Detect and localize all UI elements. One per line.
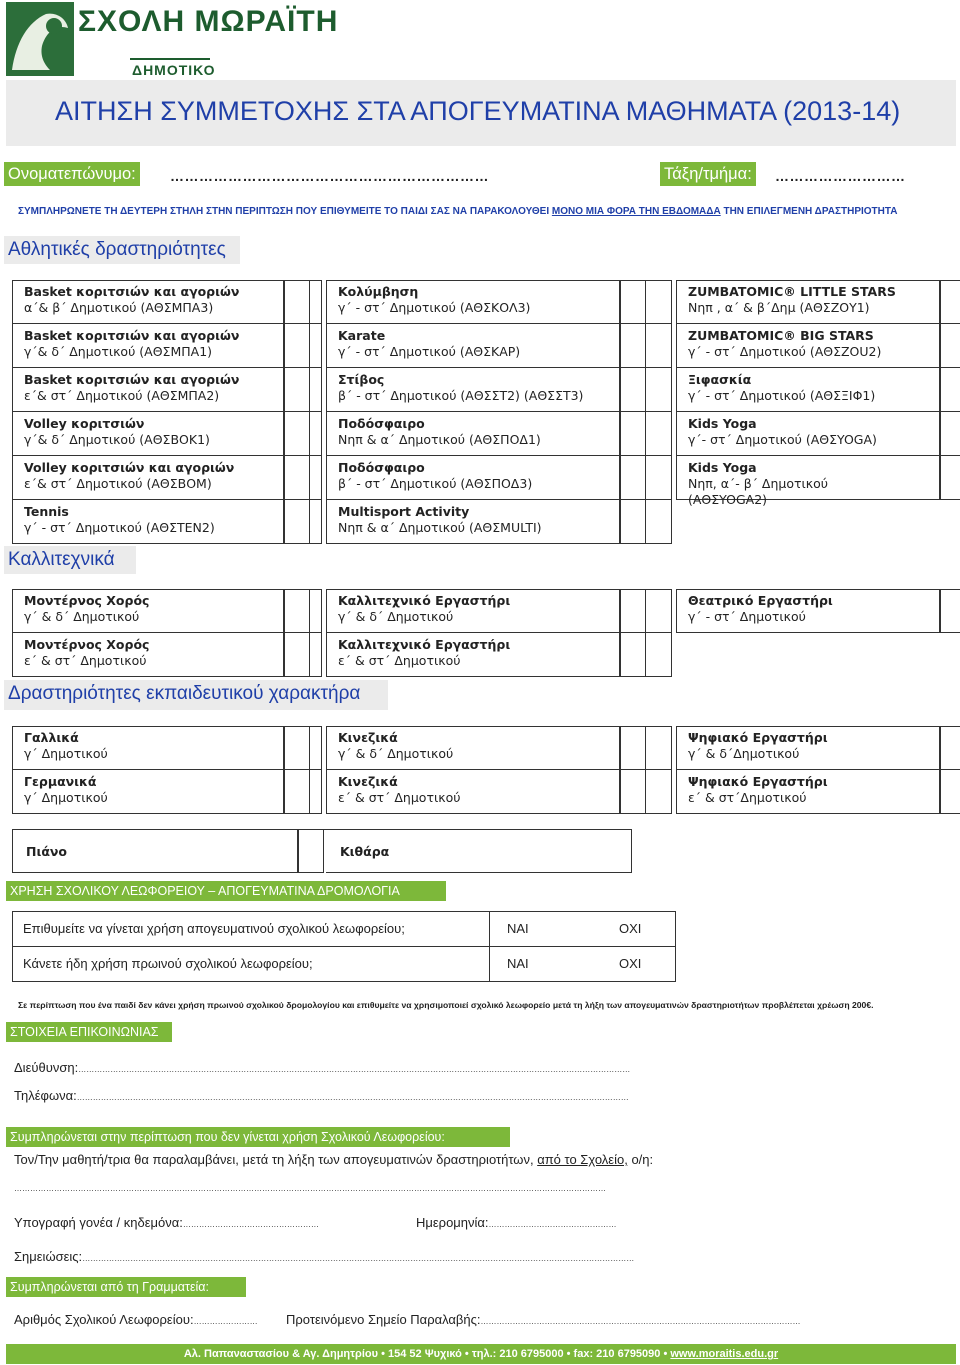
- activity-text: [688, 328, 881, 360]
- activity-checkbox[interactable]: [284, 280, 310, 324]
- bus-divider: [489, 947, 490, 981]
- phone-line: [14, 1088, 920, 1103]
- activity-name: Basket κοριτσιών και αγοριών: [24, 372, 240, 387]
- activity-text: [24, 328, 239, 360]
- activity-checkbox[interactable]: [310, 633, 322, 677]
- activity-detail: γ΄ - στ΄ Δημοτικού: [688, 609, 806, 624]
- activity-checkbox[interactable]: [940, 770, 960, 814]
- activity-name: Kids Yoga: [688, 460, 757, 475]
- activity-checkbox[interactable]: [646, 726, 672, 770]
- activity-text: [24, 637, 149, 669]
- footer-address: Αλ. Παπαναστασίου & Αγ. Δημητρίου • 154 52 Ψυχικό • τηλ.: 210 6795000 • fax: 210 6795090 •: [183, 1348, 671, 1360]
- activity-text: [338, 372, 583, 404]
- activity-checkbox[interactable]: [646, 633, 672, 677]
- activity-detail: α΄& β΄ Δημοτικού (ΑΘΣΜΠΑ3): [24, 300, 214, 315]
- activity-checkbox[interactable]: [620, 280, 646, 324]
- activity-text: [24, 730, 108, 762]
- activity-text: [338, 328, 520, 360]
- pickup-text-b: ο/η:: [627, 1152, 654, 1167]
- activity-checkbox[interactable]: [646, 412, 672, 456]
- bus-question-1-row: [12, 911, 676, 947]
- bus-q1-yes[interactable]: ΝΑΙ: [507, 921, 529, 936]
- activity-name: Γερμανικά: [24, 774, 97, 789]
- piano-label: Πιάνο: [26, 844, 68, 859]
- pickup-stop-field[interactable]: …………………………………………………………………………………………………………: [480, 1317, 801, 1326]
- activity-name: Ποδόσφαιρο: [338, 416, 425, 431]
- activity-text: [338, 460, 532, 492]
- bus-q1-no[interactable]: ΟΧΙ: [619, 921, 642, 936]
- activity-detail: γ΄ & δ΄ Δημοτικού: [338, 746, 454, 761]
- activity-text: [338, 774, 460, 806]
- activity-detail: γ΄ - στ΄ Δημοτικού (ΑΘΣΞΙΦ1): [688, 388, 876, 403]
- activity-name: Karate: [338, 328, 386, 343]
- activity-checkbox[interactable]: [620, 500, 646, 544]
- activity-checkbox[interactable]: [940, 368, 960, 412]
- signature-label: Υπογραφή γονέα / κηδεμόνα:: [14, 1215, 183, 1230]
- logo-divider: [130, 58, 210, 60]
- activity-checkbox[interactable]: [284, 726, 310, 770]
- page-title: ΑΙΤΗΣΗ ΣΥΜΜΕΤΟΧΗΣ ΣΤΑ ΑΠΟΓΕΥΜΑΤΙΝΑ ΜΑΘΗΜΑΤΑ (2013-14): [55, 96, 901, 126]
- activity-detail: β΄ - στ΄ Δημοτικού (ΑΘΣΠΟΔ3): [338, 476, 533, 491]
- activity-detail: Νηπ & α΄ Δημοτικού (ΑΘΣΠΟΔ1): [338, 432, 541, 447]
- activity-checkbox[interactable]: [284, 456, 310, 500]
- activity-checkbox[interactable]: [310, 280, 322, 324]
- activity-checkbox[interactable]: [646, 324, 672, 368]
- logo-title: ΣΧΟΛΗ ΜΩΡΑΪΤΗ: [78, 5, 339, 38]
- bus-q2-no[interactable]: ΟΧΙ: [619, 956, 642, 971]
- activity-checkbox[interactable]: [646, 368, 672, 412]
- bus-heading: ΧΡΗΣΗ ΣΧΟΛΙΚΟΥ ΛΕΩΦΟΡΕΙΟΥ – ΑΠΟΓΕΥΜΑΤΙΝΑ ΔΡΟΜΟΛΟΓΙΑ: [6, 881, 446, 901]
- address-line: [14, 1060, 920, 1075]
- name-field[interactable]: …………………………………………………………: [170, 168, 489, 184]
- date-line: [416, 1215, 617, 1230]
- activity-text: [24, 504, 215, 536]
- activity-detail: γ΄ - στ΄ Δημοτικού (ΑΘΣΚΑΡ): [338, 344, 521, 359]
- activity-name: Θεατρικό Εργαστήρι: [688, 593, 833, 608]
- bus-divider: [489, 912, 490, 946]
- activity-name: Στίβος: [338, 372, 385, 387]
- secretariat-heading: Συμπληρώνεται από τη Γραμματεία:: [6, 1277, 246, 1297]
- activity-name: Kids Yoga: [688, 416, 757, 431]
- pickup-heading: Συμπληρώνεται στην περίπτωση που δεν γίνεται χρήση Σχολικού Λεωφορείου:: [6, 1127, 510, 1147]
- activity-detail: γ΄ Δημοτικού: [24, 790, 108, 805]
- footer-website-link[interactable]: www.moraitis.edu.gr: [670, 1348, 779, 1360]
- activity-text: [688, 372, 875, 404]
- activity-checkbox[interactable]: [620, 726, 646, 770]
- activity-text: [338, 593, 510, 625]
- notes-line: [14, 1249, 920, 1264]
- activity-checkbox[interactable]: [646, 456, 672, 500]
- footer: [6, 1344, 956, 1364]
- activity-detail: β΄ - στ΄ Δημοτικού (ΑΘΣΣΤ2) (ΑΘΣΣΤ3): [338, 388, 584, 403]
- activity-detail: γ΄& δ΄ Δημοτικού (ΑΘΣΒΟΚ1): [24, 432, 210, 447]
- notes-label: Σημειώσεις:: [14, 1249, 83, 1264]
- bus-question-2: Κάνετε ήδη χρήση πρωινού σχολικού λεωφορείου;: [23, 956, 313, 971]
- activity-name: Volley κοριτσιών: [24, 416, 145, 431]
- activity-name: Ψηφιακό Εργαστήρι: [688, 774, 828, 789]
- activity-checkbox[interactable]: [620, 456, 646, 500]
- class-field[interactable]: ………………………: [775, 168, 906, 184]
- activity-checkbox[interactable]: [646, 280, 672, 324]
- activity-detail-2: (ΑΘΣYOGA2): [688, 492, 768, 507]
- activity-text: [338, 504, 542, 536]
- pickup-stop-label: Προτεινόμενο Σημείο Παραλαβής:: [286, 1312, 481, 1327]
- activity-text: [338, 730, 453, 762]
- bus-number-label: Αριθμός Σχολικού Λεωφορείου:: [14, 1312, 194, 1327]
- activity-detail: γ΄ & δ΄ Δημοτικού: [338, 609, 454, 624]
- activity-checkbox[interactable]: [310, 770, 322, 814]
- bus-question-2-row: [12, 946, 676, 982]
- activity-checkbox[interactable]: [620, 412, 646, 456]
- activity-name: Volley κοριτσιών και αγοριών: [24, 460, 235, 475]
- activity-detail: γ΄ - στ΄ Δημοτικού (ΑΘΣΚΟΛ3): [338, 300, 531, 315]
- pickup-text: [14, 1152, 653, 1167]
- instructions-text-1: ΣΥΜΠΛΗΡΩΝΕΤΕ ΤΗ ΔΕΥΤΕΡΗ ΣΤΗΛΗ ΣΤΗΝ ΠΕΡΙΠΤΩΣΗ ΠΟΥ ΕΠΙΘΥΜΕΙΤΕ ΤΟ ΠΑΙΔΙ ΣΑΣ ΝΑ ΠΑΡΑΚΟΛΟΥΘΕΙ: [18, 206, 552, 217]
- activity-checkbox[interactable]: [940, 456, 960, 500]
- activity-detail: Νηπ, α΄- β΄ Δημοτικού: [688, 476, 828, 491]
- activity-detail: ε΄& στ΄ Δημοτικού (ΑΘΣΒΟΜ): [24, 476, 212, 491]
- activity-checkbox[interactable]: [940, 589, 960, 633]
- activity-text: [24, 284, 239, 316]
- activity-text: [338, 284, 530, 316]
- section-arts: Καλλιτεχνικά: [4, 546, 136, 574]
- activity-text: [24, 774, 108, 806]
- activity-detail: γ΄ - στ΄ Δημοτικού (ΑΘΣΖOU2): [688, 344, 882, 359]
- phone-field[interactable]: ………………………………………………………………………………………………………………………………………………………………………………………: [76, 1093, 629, 1102]
- activity-text: [688, 774, 828, 806]
- piano-checkbox[interactable]: [298, 829, 324, 873]
- activity-text: [688, 416, 877, 448]
- activity-detail: γ΄- στ΄ Δημοτικού (ΑΘΣYOGA): [688, 432, 877, 447]
- activity-checkbox[interactable]: [646, 589, 672, 633]
- activity-detail: γ΄& δ΄ Δημοτικού (ΑΘΣΜΠΑ1): [24, 344, 213, 359]
- activity-detail: ε΄ & στ΄ Δημοτικού: [24, 653, 147, 668]
- signature-line: [14, 1215, 319, 1230]
- activity-detail: ε΄& στ΄ Δημοτικού (ΑΘΣΜΠΑ2): [24, 388, 220, 403]
- activity-text: [688, 730, 828, 762]
- activity-name: Basket κοριτσιών και αγοριών: [24, 284, 240, 299]
- activity-name: Κινεζικά: [338, 774, 398, 789]
- activity-checkbox[interactable]: [940, 412, 960, 456]
- activity-checkbox[interactable]: [940, 726, 960, 770]
- activity-name: Basket κοριτσιών και αγοριών: [24, 328, 240, 343]
- signature-field[interactable]: ……………………………………………: [182, 1220, 319, 1229]
- activity-name: Γαλλικά: [24, 730, 79, 745]
- activity-checkbox[interactable]: [940, 280, 960, 324]
- activity-detail: ε΄ & στ΄ Δημοτικού: [338, 790, 461, 805]
- activity-text: [24, 416, 210, 448]
- activity-text: [24, 593, 149, 625]
- activity-checkbox[interactable]: [620, 368, 646, 412]
- activity-checkbox[interactable]: [310, 589, 322, 633]
- activity-detail: γ΄ & δ΄ Δημοτικού: [24, 609, 140, 624]
- activity-checkbox[interactable]: [284, 412, 310, 456]
- instructions: [18, 206, 897, 217]
- pickup-text-a: Τον/Την μαθητή/τρια θα παραλαμβάνει, μετά τη λήξη των απογευματινών δραστηριοτήτων,: [14, 1152, 538, 1167]
- activity-name: Tennis: [24, 504, 69, 519]
- activity-text: [338, 637, 510, 669]
- activity-name: Ξιφασκία: [688, 372, 752, 387]
- bus-number-line: [14, 1312, 258, 1327]
- activity-checkbox[interactable]: [284, 324, 310, 368]
- activity-checkbox[interactable]: [284, 770, 310, 814]
- bus-note: Σε περίπτωση που ένα παιδί δεν κάνει χρήση πρωινού σχολικού δρομολογίου και επιθυμείτε να χρησιμοποιεί σχολικό λεωφορείο μετά τη λήξη των απογευματινών δραστηριοτήτων προβλέπεται χρέωση 200€.: [18, 1000, 874, 1010]
- activity-checkbox[interactable]: [284, 589, 310, 633]
- activity-checkbox[interactable]: [620, 770, 646, 814]
- guitar-label: Κιθάρα: [340, 844, 390, 859]
- pickup-text-underlined: από το Σχολείο,: [537, 1152, 628, 1167]
- section-education: Δραστηριότητες εκπαιδευτικού χαρακτήρα: [4, 680, 388, 710]
- activity-name: Καλλιτεχνικό Εργαστήρι: [338, 593, 511, 608]
- activity-checkbox[interactable]: [284, 500, 310, 544]
- activity-checkbox[interactable]: [620, 589, 646, 633]
- activity-detail: γ΄ & δ΄Δημοτικού: [688, 746, 800, 761]
- activity-name: Μοντέρνος Χορός: [24, 593, 150, 608]
- activity-name: ZUMBATOMIC® LITTLE STARS: [688, 284, 896, 299]
- date-label: Ημερομηνία:: [416, 1215, 489, 1230]
- contact-heading: ΣΤΟΙΧΕΙΑ ΕΠΙΚΟΙΝΩΝΙΑΣ: [6, 1022, 172, 1042]
- activity-checkbox[interactable]: [620, 633, 646, 677]
- bus-number-field[interactable]: ……………………: [193, 1317, 258, 1326]
- phone-label: Τηλέφωνα:: [14, 1088, 77, 1103]
- activity-detail: ε΄ & στ΄Δημοτικού: [688, 790, 807, 805]
- activity-text: [688, 284, 896, 316]
- activity-text: [338, 416, 541, 448]
- activity-checkbox[interactable]: [310, 324, 322, 368]
- pickup-stop-line: [286, 1312, 920, 1327]
- activity-detail: Νηπ , α΄ & β΄Δημ (ΑΘΣΖΟΥ1): [688, 300, 870, 315]
- date-field[interactable]: …………………………………………: [488, 1220, 617, 1229]
- class-label: Τάξη/τμήμα:: [660, 162, 756, 186]
- activity-name: Κινεζικά: [338, 730, 398, 745]
- activity-text: [24, 460, 234, 492]
- activity-text: [688, 593, 833, 625]
- bus-q2-yes[interactable]: ΝΑΙ: [507, 956, 529, 971]
- activity-name: Κολύμβηση: [338, 284, 419, 299]
- activity-text: [24, 372, 239, 404]
- activity-checkbox[interactable]: [940, 324, 960, 368]
- activity-text: [688, 460, 828, 508]
- activity-name: Καλλιτεχνικό Εργαστήρι: [338, 637, 511, 652]
- activity-detail: Νηπ & α΄ Δημοτικού (ΑΘΣMULTI): [338, 520, 542, 535]
- activity-checkbox[interactable]: [646, 500, 672, 544]
- activity-checkbox[interactable]: [646, 770, 672, 814]
- pickup-person-field[interactable]: ……………………………………………………………………………………………………………………………………………………………………………………………………: [14, 1184, 606, 1193]
- activity-name: Μοντέρνος Χορός: [24, 637, 150, 652]
- notes-field[interactable]: ………………………………………………………………………………………………………………………………………………………………………………………: [82, 1254, 635, 1263]
- activity-name: Ψηφιακό Εργαστήρι: [688, 730, 828, 745]
- activity-checkbox[interactable]: [310, 412, 322, 456]
- bus-question-1: Επιθυμείτε να γίνεται χρήση απογευματινού σχολικού λεωφορείου;: [23, 921, 405, 936]
- activity-name: ZUMBATOMIC® BIG STARS: [688, 328, 874, 343]
- address-field[interactable]: ………………………………………………………………………………………………………………………………………………………………………………………: [78, 1065, 631, 1074]
- instructions-text-2: ΤΗΝ ΕΠΙΛΕΓΜΕΝΗ ΔΡΑΣΤΗΡΙΟΤΗΤΑ: [720, 206, 898, 217]
- activity-detail: ε΄ & στ΄ Δημοτικού: [338, 653, 461, 668]
- address-label: Διεύθυνση:: [14, 1060, 79, 1075]
- activity-checkbox[interactable]: [620, 324, 646, 368]
- activity-detail: γ΄ - στ΄ Δημοτικού (ΑΘΣΤΕΝ2): [24, 520, 215, 535]
- section-sports: Αθλητικές δραστηριότητες: [4, 236, 240, 264]
- activity-name: Ποδόσφαιρο: [338, 460, 425, 475]
- logo-emblem-icon: [6, 2, 76, 78]
- activity-checkbox[interactable]: [310, 456, 322, 500]
- logo-subtitle: ΔΗΜΟΤΙΚΟ: [132, 62, 216, 78]
- instructions-emphasis: ΜΟΝΟ ΜΙΑ ΦΟΡΑ ΤΗΝ ΕΒΔΟΜΑΔΑ: [551, 206, 721, 217]
- activity-checkbox[interactable]: [310, 368, 322, 412]
- activity-name: Multisport Activity: [338, 504, 470, 519]
- activity-checkbox[interactable]: [284, 633, 310, 677]
- activity-checkbox[interactable]: [310, 500, 322, 544]
- activity-checkbox[interactable]: [310, 726, 322, 770]
- name-label: Ονοματεπώνυμο:: [4, 162, 140, 186]
- activity-detail: γ΄ Δημοτικού: [24, 746, 108, 761]
- activity-checkbox[interactable]: [284, 368, 310, 412]
